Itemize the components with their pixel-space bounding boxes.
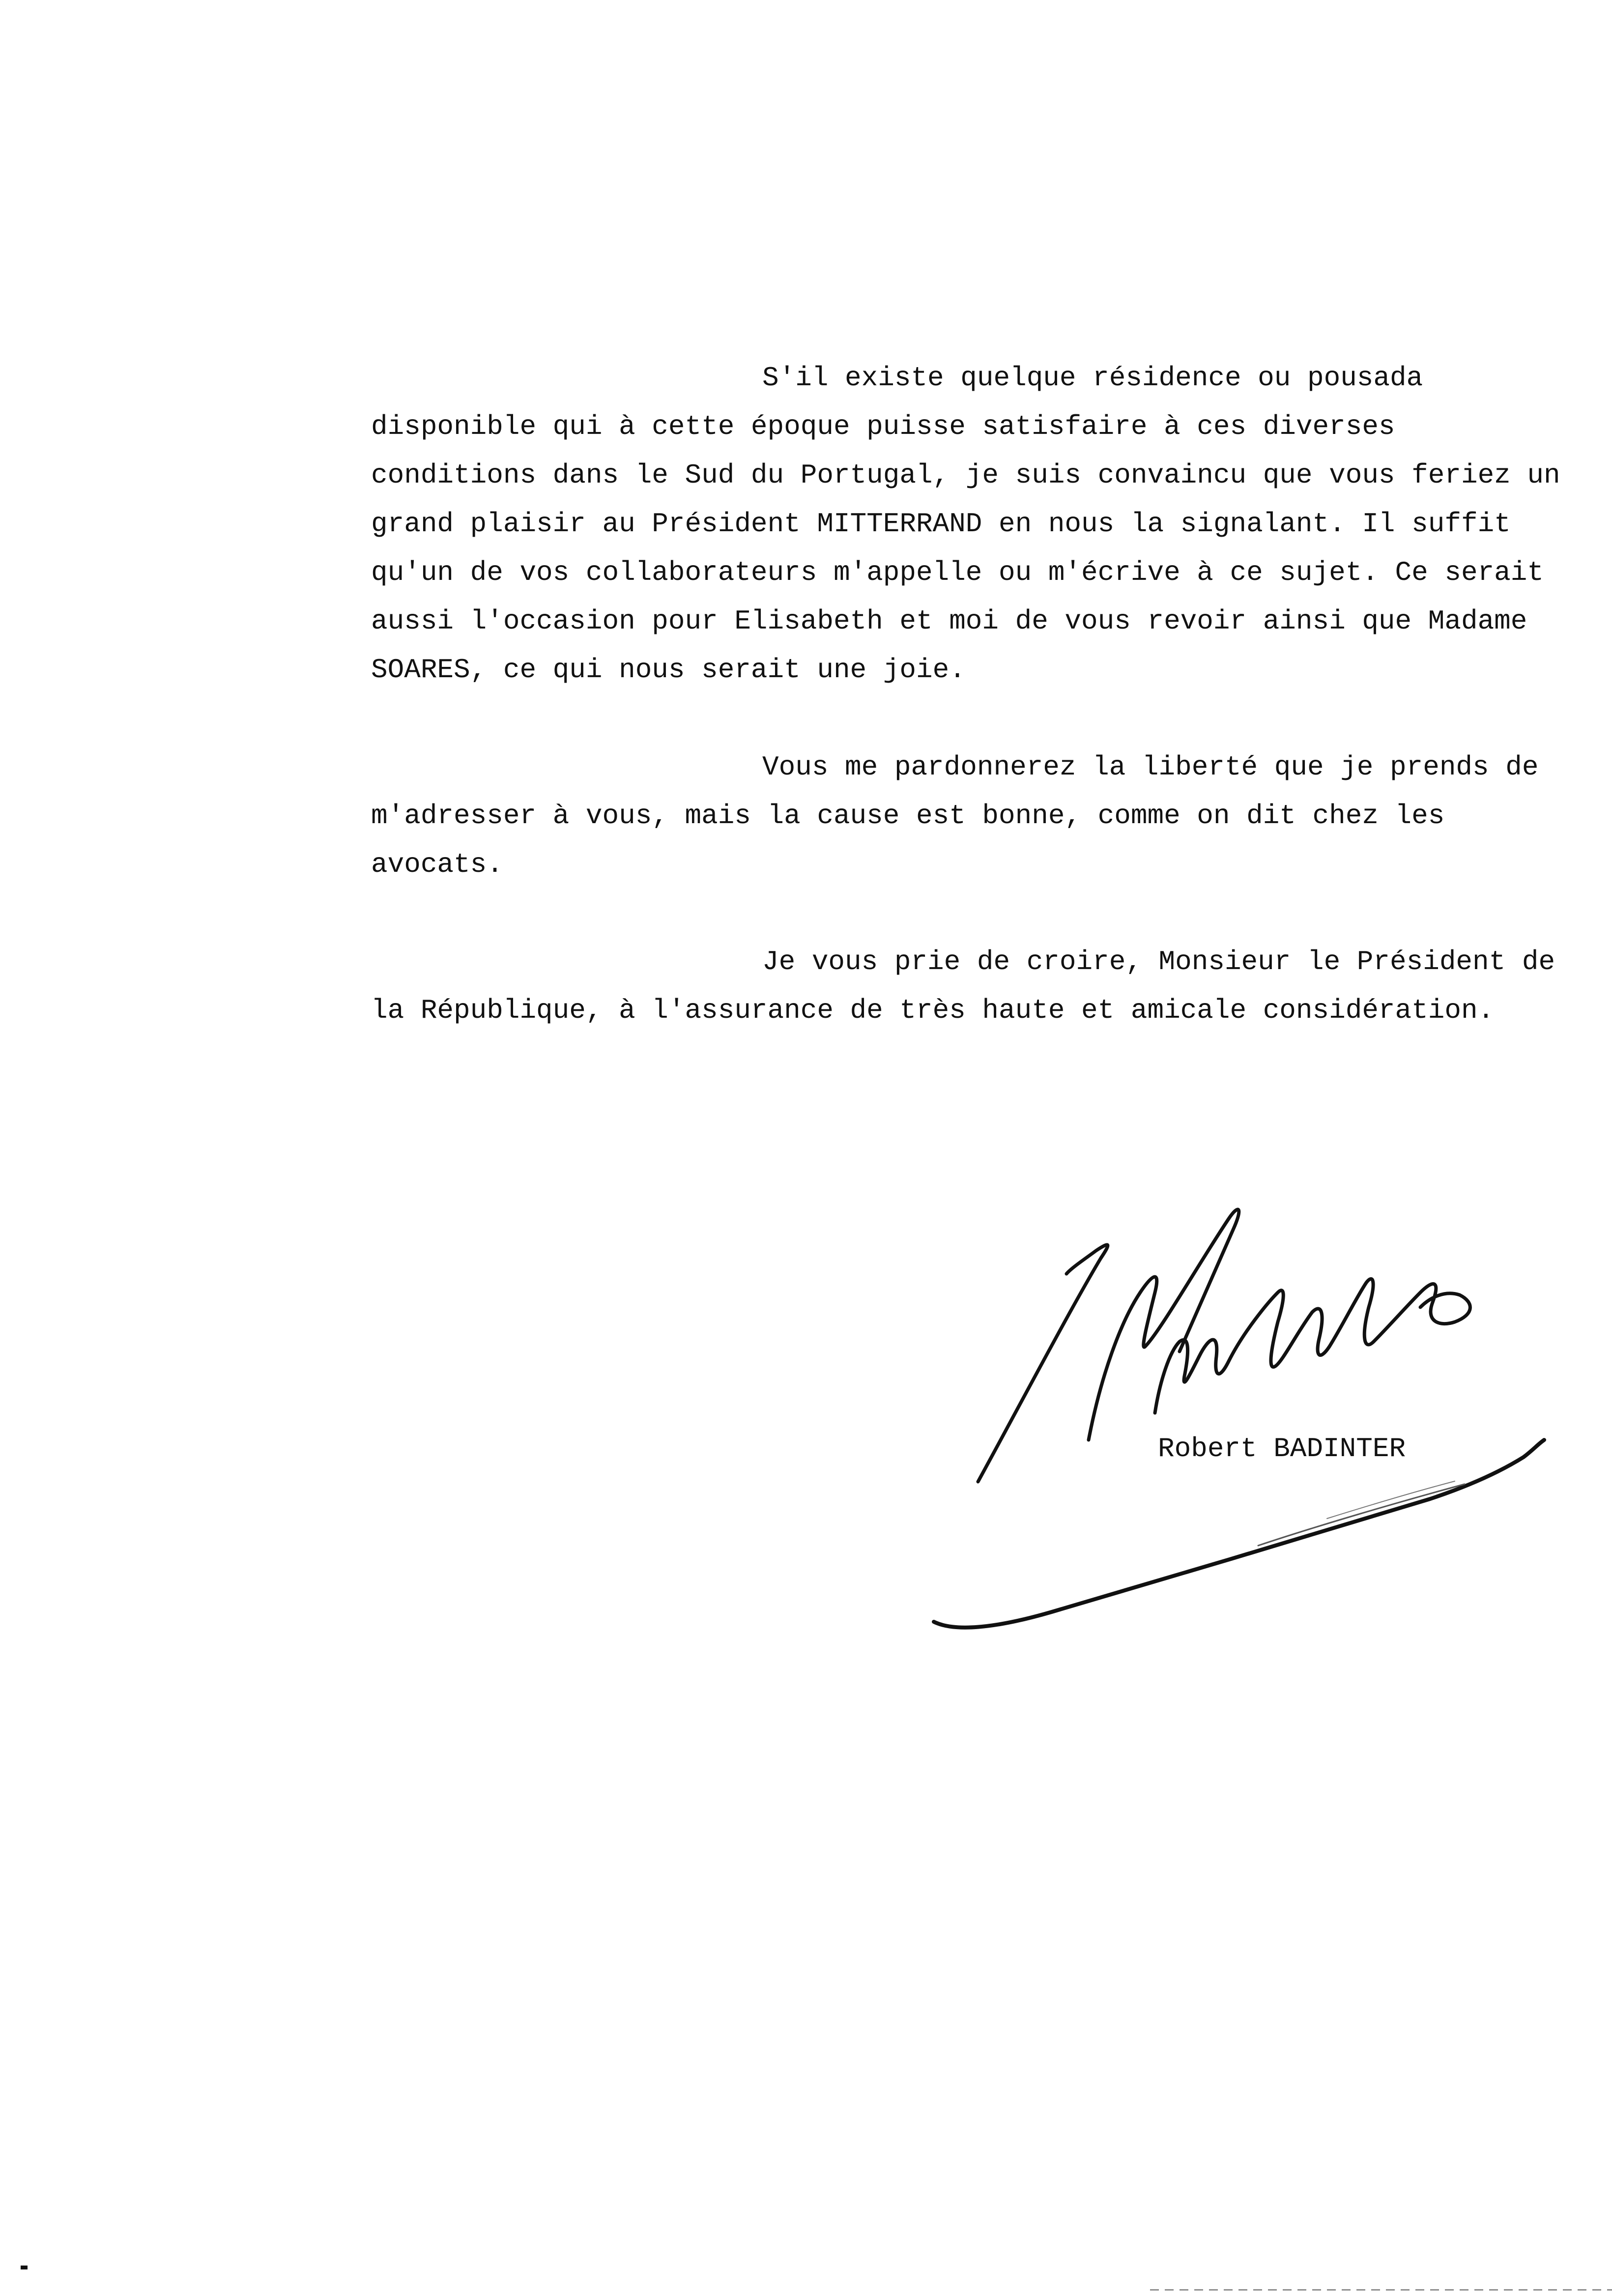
paragraph-3-line-1: Je vous prie de croire, Monsieur le Président de [762,946,1555,977]
paragraph-3 [371,938,1570,1035]
paragraph-1-line-1: S'il existe quelque résidence ou pousada [762,362,1423,394]
paragraph-3-line-2: la République, à l'assurance de très haute et amicale considération. [371,995,1495,1026]
handwritten-signature [924,1145,1612,1636]
paragraph-1-line-2: disponible qui à cette époque puisse satisfaire à ces diverses [371,411,1395,442]
paragraph-2-line-2: m'adresser à vous, mais la cause est bonne, comme on dit chez les [371,800,1445,832]
page-bottom-edge [1150,2289,1612,2291]
paragraph-2-line-3: avocats. [371,849,503,880]
paragraph-1-line-5: qu'un de vos collaborateurs m'appelle ou m'écrive à ce sujet. Ce serait [371,557,1544,588]
letter-body [371,354,1570,1035]
paragraph-1-line-6: aussi l'occasion pour Elisabeth et moi de vous revoir ainsi que Madame [371,605,1527,637]
paragraph-1-line-3: conditions dans le Sud du Portugal, je suis convaincu que vous feriez un [371,459,1560,491]
paragraph-1-line-7: SOARES, ce qui nous serait une joie. [371,654,966,686]
scan-mark [21,2266,28,2269]
paragraph-1-line-4: grand plaisir au Président MITTERRAND en nous la signalant. Il suffit [371,508,1511,540]
paragraph-1 [371,354,1570,694]
paragraph-2 [371,743,1570,889]
paragraph-2-line-1: Vous me pardonnerez la liberté que je prends de [762,751,1539,783]
signer-name: Robert BADINTER [1158,1433,1406,1464]
